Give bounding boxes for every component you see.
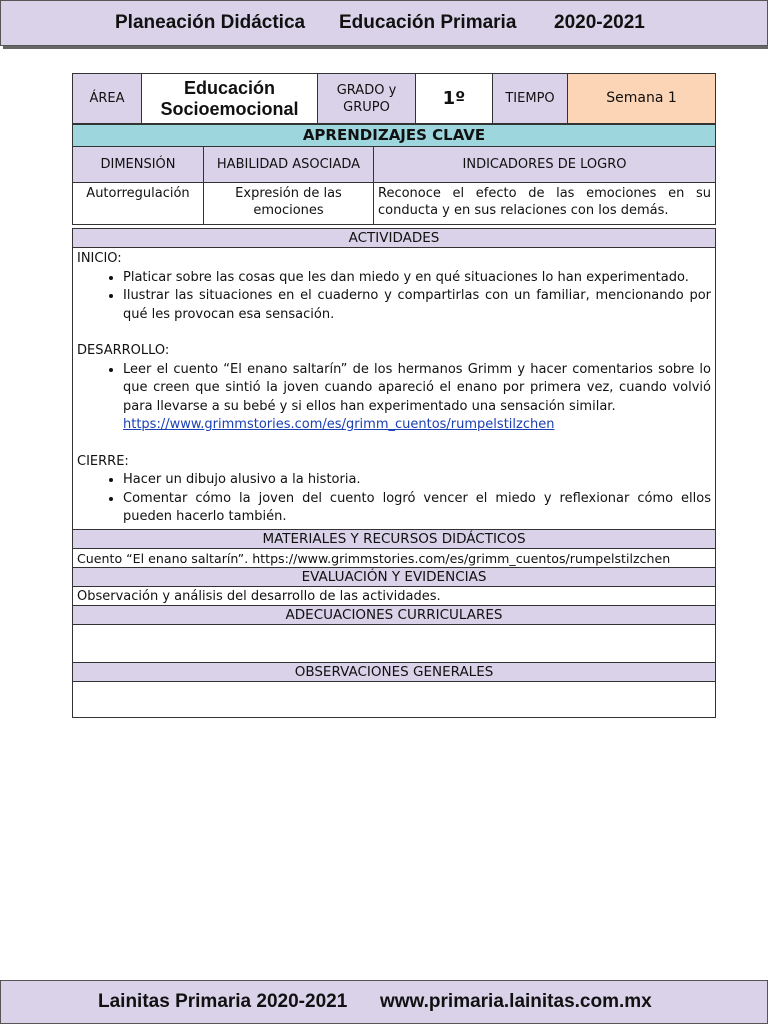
tiempo-value: Semana 1 (568, 74, 716, 124)
dimension-value: Autorregulación (73, 183, 204, 225)
adecuaciones-text (73, 625, 716, 663)
tiempo-label: TIEMPO (493, 74, 568, 124)
actividades-body (73, 248, 716, 530)
cierre-list (77, 471, 711, 527)
grado-value: 1º (416, 74, 493, 124)
desarrollo-text: Leer el cuento “El enano saltarín” de los hermanos Grimm y hacer comentarios sobre lo que creen que sintió la joven cuando apareció el enano por primera vez, cuando volvió para llevarse a su bebé y si ellos han experimentado una sensación similar. (123, 361, 711, 414)
desarrollo-label: DESARROLLO: (77, 343, 170, 358)
cierre-item-1: • Hacer un dibujo alusivo a la historia. (123, 471, 711, 490)
area-label: ÁREA (73, 74, 142, 124)
inicio-list (77, 269, 711, 325)
habilidad-value: Expresión de las emociones (204, 183, 374, 225)
grimm-link[interactable]: https://www.grimmstories.com/es/grimm_cuentos/rumpelstilzchen (123, 417, 555, 432)
inicio-item-1: • Platicar sobre las cosas que les dan miedo y en qué situaciones lo han experimentado. (123, 269, 711, 288)
cierre-label: CIERRE: (77, 453, 129, 469)
inicio-label: INICIO: (77, 251, 122, 266)
actividades-title: ACTIVIDADES (73, 229, 716, 248)
info-table (72, 73, 716, 124)
dimension-header: DIMENSIÓN (73, 147, 204, 183)
area-value: Educación Socioemocional (142, 74, 318, 124)
header-bar (0, 0, 768, 46)
evaluacion-text: Observación y análisis del desarrollo de las actividades. (73, 587, 716, 606)
header-level: Educación Primaria (339, 12, 517, 33)
materiales-title: MATERIALES Y RECURSOS DIDÁCTICOS (73, 530, 716, 549)
desarrollo-item (123, 361, 711, 435)
header-title: Planeación Didáctica (115, 12, 306, 33)
evaluacion-title: EVALUACIÓN Y EVIDENCIAS (73, 568, 716, 587)
indicadores-header: INDICADORES DE LOGRO (374, 147, 716, 183)
observaciones-title: OBSERVACIONES GENERALES (73, 663, 716, 682)
actividades-table (72, 228, 716, 718)
desarrollo-list (77, 361, 711, 435)
footer-left: Lainitas Primaria 2020-2021 (98, 991, 348, 1012)
aprendizajes-title: APRENDIZAJES CLAVE (73, 125, 716, 147)
header-year: 2020-2021 (554, 12, 645, 33)
footer-bar (0, 980, 768, 1024)
aprendizajes-table (72, 124, 716, 225)
observaciones-text (73, 682, 716, 718)
inicio-item-2: • Ilustrar las situaciones en el cuaderno y compartirlas con un familiar, mencionando por qué les provocan esa sensación. (123, 287, 711, 324)
habilidad-header: HABILIDAD ASOCIADA (204, 147, 374, 183)
grado-label: GRADO y GRUPO (318, 74, 416, 124)
materiales-text: Cuento “El enano saltarín”. https://www.grimmstories.com/es/grimm_cuentos/rumpelstilzchen (73, 549, 716, 568)
adecuaciones-title: ADECUACIONES CURRICULARES (73, 606, 716, 625)
cierre-item-2: • Comentar cómo la joven del cuento logró vencer el miedo y reflexionar cómo ellos pueden hacerlo también. (123, 490, 711, 527)
footer-right: www.primaria.lainitas.com.mx (380, 991, 652, 1012)
indicadores-value: Reconoce el efecto de las emociones en su conducta y en sus relaciones con los demás. (374, 183, 716, 225)
